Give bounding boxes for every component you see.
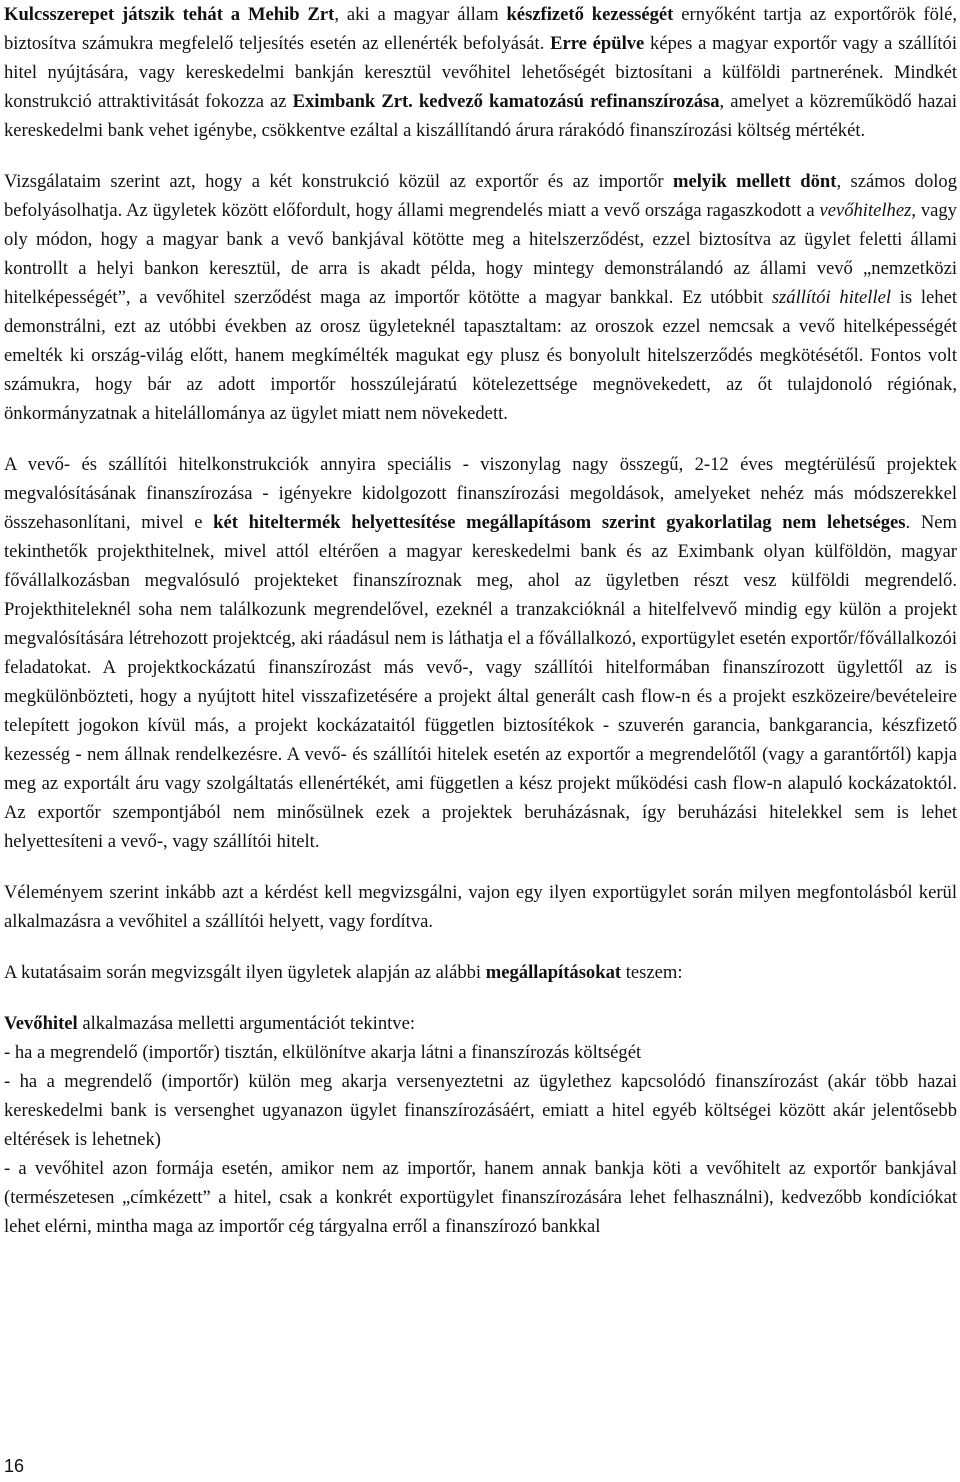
text-run: ernyőként tartja az exportőrök fölé, biztosítva számukra megfelelő teljesítés esetén az ellenérték befolyását. xyxy=(4,4,957,54)
document-body xyxy=(4,0,957,1241)
italic-text: szállítói hitellel xyxy=(771,287,892,308)
bold-text: melyik mellett dönt xyxy=(673,171,837,192)
list-item-competitive-financing xyxy=(4,1067,957,1154)
paragraph-findings-intro xyxy=(4,958,957,987)
text-run: , aki a magyar állam xyxy=(334,4,507,25)
bold-text: megállapításokat xyxy=(485,962,622,983)
text-run: , vagy oly módon, hogy a magyar bank a vevő bankjával kötötte meg a hitelszerződést, ezzel biztosítva az ügylet feletti állami kontrollt a helyi bankon keresztül, de arra is akadt példa, hogy mintegy demonstrálandó az állami vevő „nemzetközi hitelképességét”, a vevőhitel szerződést maga az importőr kötötte a magyar bankkal. Ez utóbbit xyxy=(4,200,957,308)
paragraph-substitutability xyxy=(4,450,957,856)
page-number: 16 xyxy=(4,1456,25,1476)
bold-text: készfizető kezességét xyxy=(506,4,674,25)
text-run: - ha a megrendelő (importőr) tisztán, elkülönítve akarja látni a finanszírozás költségét xyxy=(4,1042,642,1063)
bold-text: két hiteltermék helyettesítése megállapításom szerint gyakorlatilag nem lehetséges xyxy=(213,512,906,533)
bold-text: Kulcsszerepet játszik tehát a Mehib Zrt xyxy=(4,4,335,25)
bold-text: Vevőhitel xyxy=(4,1013,78,1034)
paragraph-decision-factors xyxy=(4,167,957,428)
text-run: - a vevőhitel azon formája esetén, amikor nem az importőr, hanem annak bankja köti a vevőhitelt az exportőr bankjával (természetesen „címkézett” a hitel, csak a konkrét exportügylet finanszírozására lehet felhasználni), kedvezőbb kondíciókat lehet elérni, mintha maga az importőr cég tárgyalna erről a finanszírozó bankkal xyxy=(4,1158,957,1237)
bold-text: Eximbank Zrt. kedvező kamatozású refinanszírozása xyxy=(292,91,720,112)
text-run: teszem: xyxy=(621,962,683,983)
text-run: - ha a megrendelő (importőr) külön meg akarja versenyeztetni az ügylethez kapcsolódó finanszírozást (akár több hazai kereskedelmi bank is versenghet ugyanazon ügylet finanszírozásáért, emiatt a hitel egyéb költségei között akár jelentősebb eltérések is lehetnek) xyxy=(4,1071,957,1150)
text-run: A vevő- és szállítói hitelkonstrukciók annyira speciális - viszonylag nagy összegű, 2-12 éves megtérülésű projektek megvalósításának finanszírozása - igényekre kidolgozott finanszírozási megoldások, amelyeket nehéz más módszerekkel összehasonlítani, mivel e xyxy=(4,454,957,533)
text-run: Véleményem szerint inkább azt a kérdést kell megvizsgálni, vajon egy ilyen exportügylet során milyen megfontolásból kerül alkalmazásra a vevőhitel a szállítói helyett, vagy fordítva. xyxy=(4,882,957,932)
text-run: . Nem tekinthetők projekthitelnek, mivel attól eltérően a magyar kereskedelmi bank és az Eximbank olyan külföldön, magyar fővállalkozásban megvalósuló projekteket finanszíroznak meg, ahol az ügyletben részt vesz külföldi megrendelő. Projekthiteleknél soha nem találkozunk megrendelővel, ezeknél a tranzakcióknál a hitelfelvevő mindig egy külön a projekt megvalósítására létrehozott projektcég, aki ráadásul nem is láthatja el a fővállalkozó, exportügylet esetén exportőr/fővállalkozói feladatokat. A projektkockázatú finanszírozást más vevő-, vagy szállítói hitelformában finanszírozott ügylettől az is megkülönbözteti, hogy a nyújtott hitel visszafizetésére a projekt által generált cash flow-n és a projekt eszközeire/bevételeire telepített jogokon kívül más, a projekt kockázataitól független biztosítékok - szuverén garancia, bankgarancia, készfizető kezesség - nem állnak rendelkezésre. A vevő- és szállítói hitelek esetén az exportőr a megrendelőtől (vagy a garantőrtől) kapja meg az exportált áru vagy szolgáltatás ellenértékét, ami független a kész projekt működési cash flow-n alapuló kockázatoktól. Az exportőr szempontjából nem minősülnek ezek a projektek beruházásnak, így beruházási hitelekkel sem is lehet helyettesíteni a vevő-, vagy szállítói hitelt. xyxy=(4,512,957,852)
list-item-cost-transparency xyxy=(4,1038,957,1067)
text-run: , számos dolog befolyásolhatja. Az ügyletek között előfordult, hogy állami megrendelés miatt a vevő országa ragaszkodott a xyxy=(4,171,957,221)
text-run: Vizsgálataim szerint azt, hogy a két konstrukció közül az exportőr és az importőr xyxy=(4,171,674,192)
bold-text: Erre épülve xyxy=(550,33,645,54)
text-run: , amelyet a közreműködő hazai kereskedelmi bank vehet igénybe, csökkentve ezáltal a kiszállítandó árura rárakódó finanszírozási költség mértékét. xyxy=(4,91,958,141)
text-run: alkalmazása melletti argumentációt tekintve: xyxy=(77,1013,415,1034)
paragraph-mehib-role xyxy=(4,0,957,145)
italic-text: vevőhitelhez xyxy=(819,200,912,221)
text-run: képes a magyar exportőr vagy a szállítói hitel nyújtására, vagy kereskedelmi bankján keresztül vevőhitel lehetőségét biztosítani a külföldi partnerének. Mindkét konstrukció attraktivitását fokozza az xyxy=(4,33,957,112)
list-heading-buyer-credit xyxy=(4,1009,957,1038)
text-run: is lehet demonstrálni, ezt az utóbbi években az orosz ügyleteknél tapasztaltam: az oroszok ezzel nemcsak a vevő hitelképességét emelték ki ország-világ előtt, hanem megkímélték magukat egy plusz és bonyolult hitelszerződés megkötésétől. Fontos volt számukra, hogy bár az adott importőr hosszúlejáratú kötelezettsége megnövekedett, az őt tulajdonoló régiónak, önkormányzatnak a hitelállománya az ügylet miatt nem növekedett. xyxy=(4,287,957,424)
paragraph-opinion xyxy=(4,878,957,936)
text-run: A kutatásaim során megvizsgált ilyen ügyletek alapján az alábbi xyxy=(4,962,486,983)
list-item-bank-to-bank xyxy=(4,1154,957,1241)
